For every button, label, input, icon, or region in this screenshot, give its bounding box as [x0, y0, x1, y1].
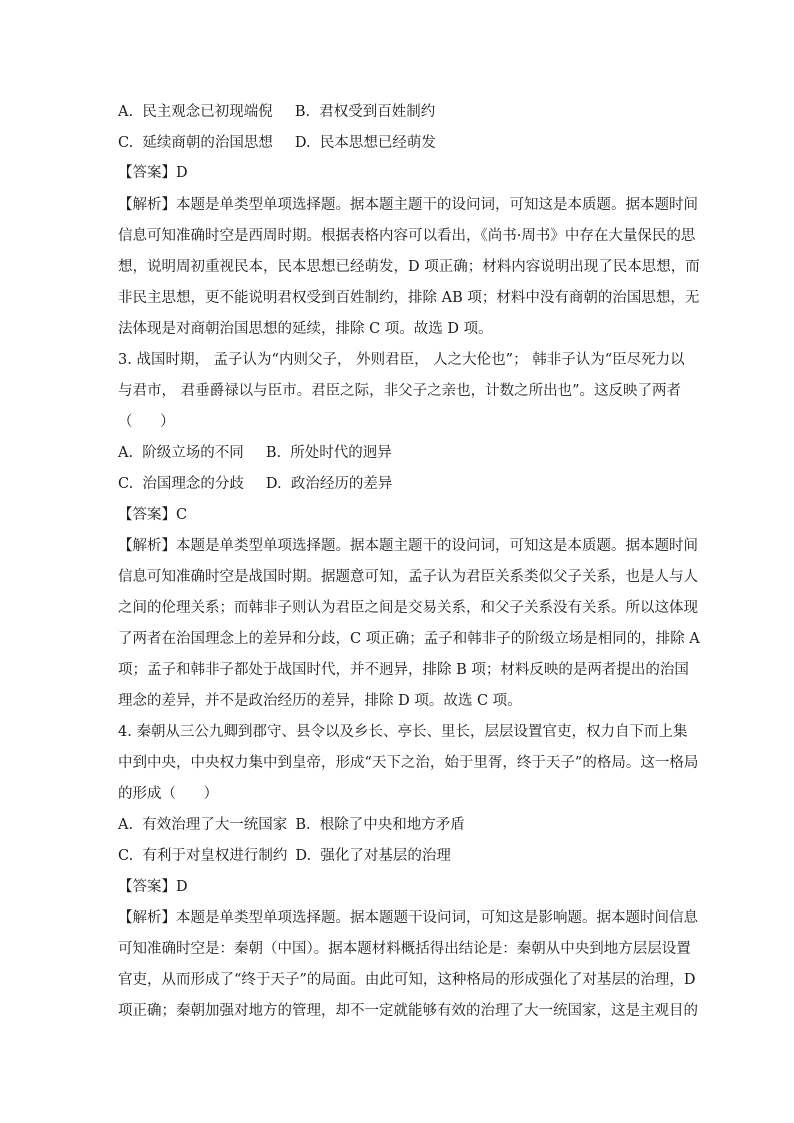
q2-analysis-line: 法体现是对商朝治国思想的延续，排除 C 项。故选 D 项。 — [118, 321, 493, 337]
q3-analysis-line: 信息可知准确时空是战国时期。据题意可知，孟子认为君臣关系类似父子关系，也是人与人 — [118, 569, 698, 585]
q4-option-c: C. 有利于对皇权进行制约 — [118, 848, 288, 864]
q2-option-row-2 — [118, 133, 678, 153]
q3-stem-line: 与君市， 君垂爵禄以与臣市。君臣之际，非父子之亲也，计数之所出也”。这反映了两者 — [118, 383, 682, 399]
q2-analysis-line: 非民主思想，更不能说明君权受到百姓制约，排除 AB 项；材料中没有商朝的治国思想，无 — [118, 290, 700, 306]
q3-option-row-1 — [118, 443, 678, 463]
q3-stem-line: （ ） — [118, 414, 175, 430]
q4-stem-line: 4. 秦朝从三公九卿到郡守、县令以及乡长、亭长、里长，层层设置官吏，权力自下而上集 — [118, 724, 688, 740]
q4-answer: 【答案】D — [118, 879, 188, 895]
q3-answer: 【答案】C — [118, 507, 188, 523]
q2-analysis-line: 想，说明周初重视民本，民本思想已经萌发，D 项正确；材料内容说明出现了民本思想，而 — [118, 259, 700, 275]
q2-option-row-1 — [118, 102, 678, 122]
q2-answer: 【答案】D — [118, 165, 188, 181]
q3-option-c: C. 治国理念的分歧 — [118, 476, 244, 492]
q3-analysis-line: 之间的伦理关系；而韩非子则认为君臣之间是交易关系，和父子关系没有关系。所以这体现 — [118, 600, 698, 616]
q4-option-row-1 — [118, 815, 678, 835]
q4-analysis-line: 项正确；秦朝加强对地方的管理，却不一定就能够有效的治理了大一统国家，这是主观目的 — [118, 1003, 698, 1019]
q3-analysis-line: 了两者在治国理念上的差异和分歧，C 项正确；孟子和韩非子的阶级立场是相同的，排除 A — [118, 631, 700, 647]
q2-analysis-line: 信息可知准确时空是西周时期。根据表格内容可以看出，《尚书·周书》中存在大量保民的思 — [118, 228, 696, 244]
q4-option-a: A. 有效治理了大一统国家 — [118, 817, 288, 833]
q3-option-b: B. 所处时代的迥异 — [265, 445, 392, 461]
q3-option-d: D. 政治经历的差异 — [265, 476, 393, 492]
q3-stem-line: 3. 战国时期， 孟子认为“内则父子， 外则君臣， 人之大伦也”； 韩非子认为“臣尽死力以 — [118, 352, 685, 368]
q4-analysis-line: 可知准确时空是：秦朝（中国）。据本题材料概括得出结论是：秦朝从中央到地方层层设置 — [118, 941, 691, 957]
q3-option-a: A. 阶级立场的不同 — [118, 445, 244, 461]
q3-analysis-line: 理念的差异，并不是政治经历的差异，排除 D 项。故选 C 项。 — [118, 693, 522, 709]
q2-option-c: C. 延续商朝的治国思想 — [118, 135, 273, 151]
q2-analysis-line: 【解析】本题是单类型单项选择题。据本题主题干的设问词，可知这是本质题。据本题时间 — [118, 197, 698, 213]
q2-option-a: A. 民主观念已初现端倪 — [118, 104, 273, 120]
q4-stem-line: 中到中央，中央权力集中到皇帝，形成“天下之治，始于里胥，终于天子”的格局。这一格局 — [118, 755, 699, 771]
q4-option-row-2 — [118, 846, 678, 866]
q4-analysis-line: 【解析】本题是单类型单项选择题。据本题题干设问词，可知这是影响题。据本题时间信息 — [118, 910, 698, 926]
q3-analysis-line: 项；孟子和韩非子都处于战国时代，并不迥异，排除 B 项；材料反映的是两者提出的治国 — [118, 662, 689, 678]
q3-option-row-2 — [118, 474, 678, 494]
q4-stem-line: 的形成（ ） — [118, 786, 219, 802]
q4-option-d: D. 强化了对基层的治理 — [295, 848, 451, 864]
q3-analysis-line: 【解析】本题是单类型单项选择题。据本题主题干的设问词，可知这是本质题。据本题时间 — [118, 538, 698, 554]
q2-option-b: B. 君权受到百姓制约 — [294, 104, 436, 120]
q2-option-d: D. 民本思想已经萌发 — [294, 135, 436, 151]
q4-analysis-line: 官吏，从而形成了“终于天子”的局面。由此可知，这种格局的形成强化了对基层的治理，D — [118, 972, 696, 988]
q4-option-b: B. 根除了中央和地方矛盾 — [295, 817, 465, 833]
